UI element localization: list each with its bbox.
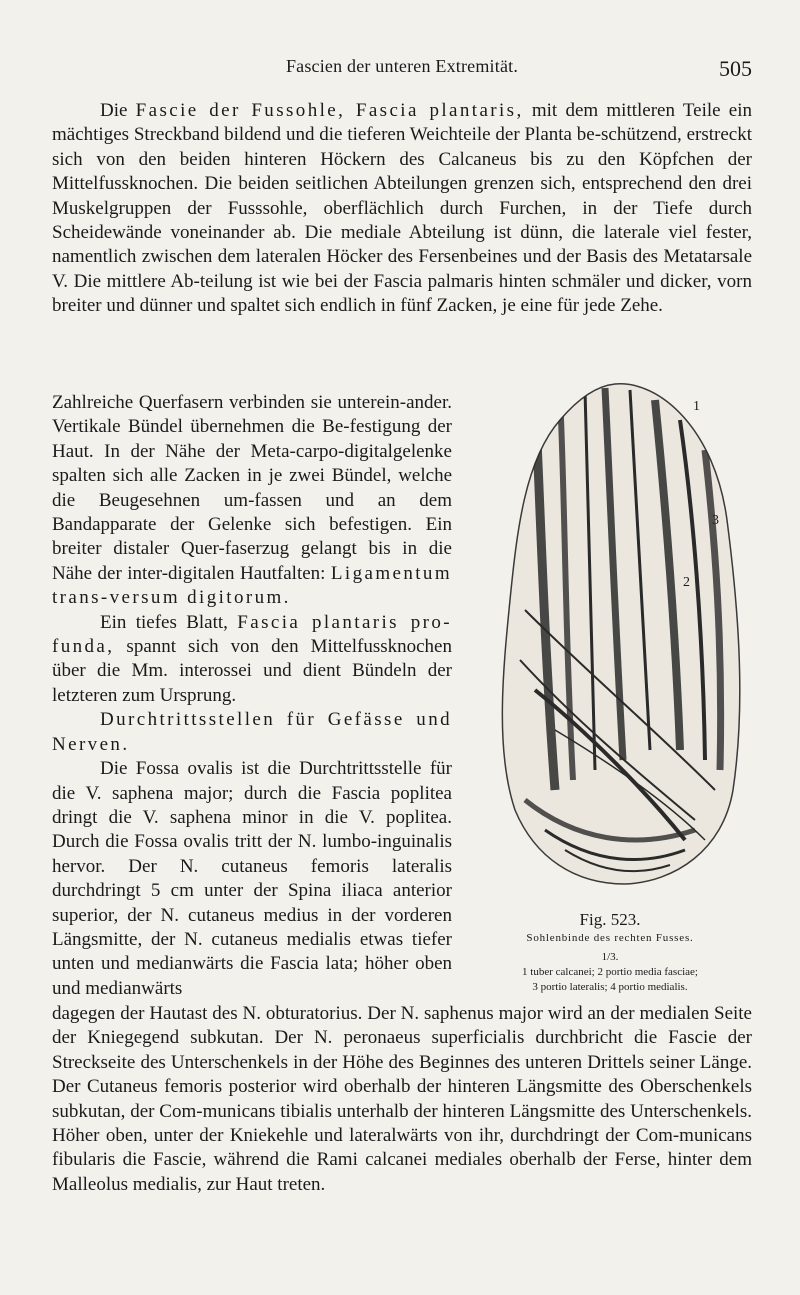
- p1-start: Die: [100, 100, 136, 121]
- page-number: 505: [719, 56, 752, 81]
- fig-label-3: 3: [712, 513, 719, 528]
- figure-scale: 1/3.: [601, 951, 619, 963]
- p2-rest: spannt sich von den Mittelfussknochen über die Mm. interossei und dient Bündeln der letzteren zum Ursprung.: [52, 636, 452, 706]
- p3-full: dagegen der Hautast des N. obturatorius. Der N. saphenus major wird an der medialen Seite der Kniegegend subkutan. Der N. peronaeus superficialis durchbricht die Fascie der Streckseite des Unterschenkels in der Höhe des Beginnes des unteren Drittels seiner Länge. Der Cutaneus femoris posterior wird oberhalb der hinteren Längsmitte des Oberschenkels subkutan, der Com-municans tibialis unterhalb der hinteren Längsmitte des Unterschenkels. Höher oben, unter der Kniekehle und lateralwärts von ihr, durchdringt der Com-municans fibularis die Fascie, während die Rami calcanei mediales oberhalb der Ferse, hinter dem Malleolus medialis, zur Haut treten.: [52, 1003, 752, 1195]
- paragraph-nerves-continued: [52, 1002, 752, 1197]
- p1-rest: mit dem mittleren Teile ein mächtiges Streckband bildend und die tieferen Weichteile der Planta be-schützend, erstreckt sich von den beiden hinteren Höckern des Calcaneus bis zu den Köpfchen der Mittelfussknochen. Die beiden seitlichen Abteilungen grenzen sich, entsprechend den drei Muskelgruppen der Fusssohle, oberflächlich durch Furchen, in der Tiefe durch Scheidewände voneinander ab. Die mediale Abteilung ist dünn, die laterale viel fester, namentlich zwischen dem lateralen Höcker des Fersenbeines und der Basis des Metatarsale V. Die mittlere Ab-teilung ist wie bei der Fascia palmaris hinten schmäler und dicker, vorn breiter und dünner und spaltet sich endlich in fünf Zacken, je eine für jede Zehe.: [52, 100, 753, 317]
- figure-caption: [465, 950, 755, 995]
- p1-term: Fascie der Fussohle, Fascia plantaris,: [135, 100, 524, 121]
- caption-line-1: 1 tuber calcanei; 2 portio media fasciae;: [522, 966, 698, 978]
- p2-term: Fascia plantaris pro-funda,: [52, 611, 452, 658]
- foot-sole-illustration: [465, 370, 755, 900]
- ligament-term: Ligamentum trans-versum digitorum.: [52, 562, 452, 609]
- p2-start: Ein tiefes Blatt,: [100, 611, 238, 633]
- wrapped-text-column: [52, 391, 452, 1001]
- running-title: Fascien der unteren Extremität.: [285, 56, 519, 76]
- p3-wrap: Die Fossa ovalis ist die Durchtrittsstelle für die V. saphena major; durch die Fascia poplitea dringt die V. saphena minor in die V. poplitea. Durch die Fossa ovalis tritt der N. lumbo-inguinalis hervor. Der N. cutaneus femoris lateralis durchdringt 5 cm unter der Spina iliaca anterior superior, der N. cutaneus medius in der vorderen Längsmitte, der N. cutaneus medialis etwas tiefer unten und medianwärts die Fascia lata; höher oben und medianwärts: [52, 758, 452, 999]
- fig-label-2: 2: [683, 575, 690, 590]
- p1-wrap: Zahlreiche Querfasern verbinden sie unterein-ander. Vertikale Bündel übernehmen die Be-festigung der Haut. In der Nähe der Meta-carpo-digitalgelenke spalten sich alle Zacken in je zwei Bündel, welche die Beugesehnen um-fassen und an dem Bandapparate der Gelenke sich befestigen. Ein breiter distaler Quer-faserzug gelangt bis in die Nähe der inter-digitalen Hautfalten:: [52, 392, 452, 584]
- paragraph-plantar-fascia: [52, 99, 752, 319]
- figure-number: Fig. 523.: [579, 910, 641, 929]
- page-header: [52, 56, 752, 80]
- figure-523: [465, 370, 755, 993]
- figure-title: Sohlenbinde des rechten Fusses.: [526, 932, 694, 944]
- fig-label-1: 1: [693, 399, 700, 414]
- caption-line-2: 3 portio lateralis; 4 portio medialis.: [532, 981, 688, 993]
- section-heading: Durchtrittsstellen für Gefässe und Nerven.: [52, 709, 452, 755]
